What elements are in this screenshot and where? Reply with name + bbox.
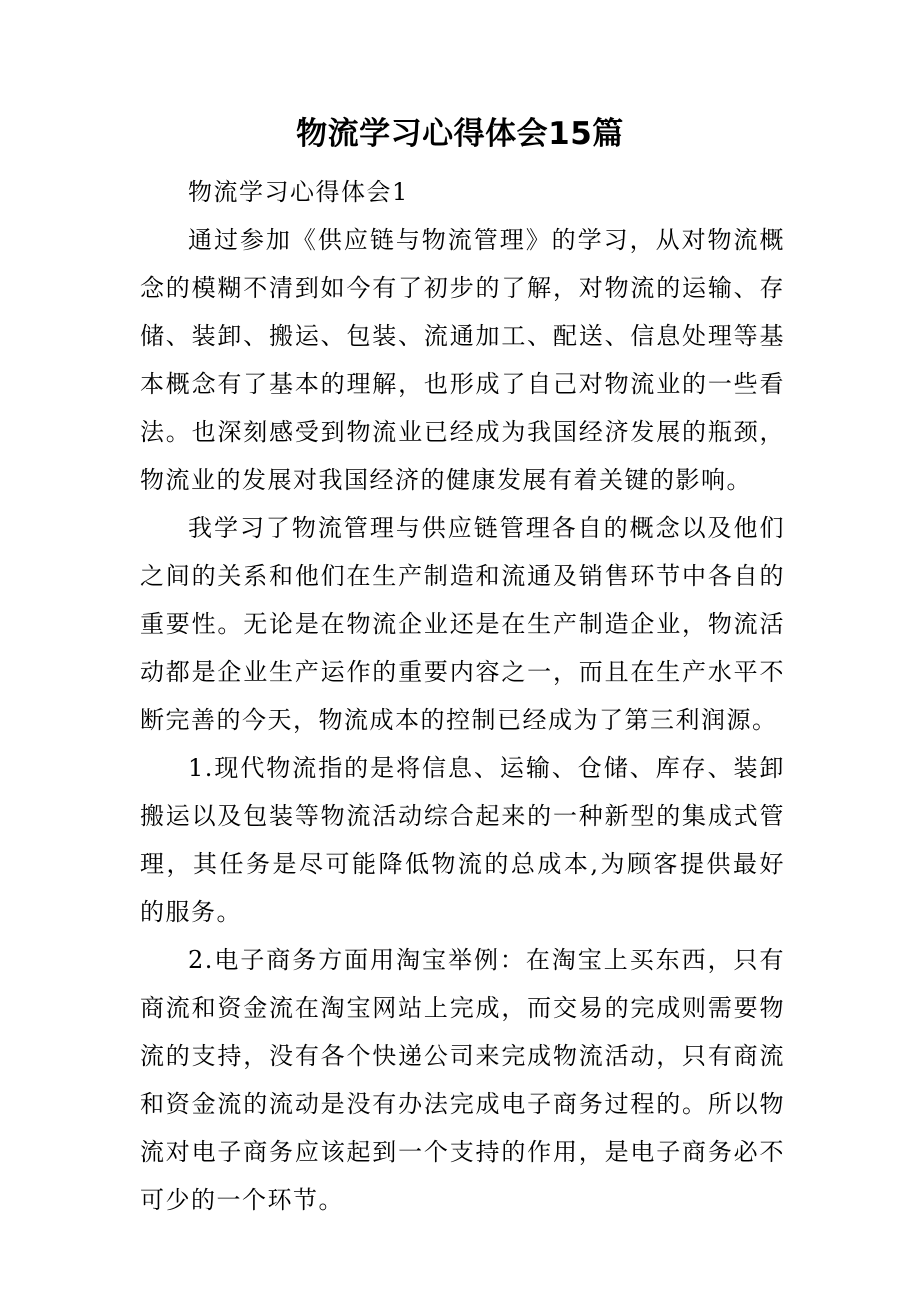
paragraph: 我学习了物流管理与供应链管理各自的概念以及他们之间的关系和他们在生产制造和流通及销售环节中各自的重要性。无论是在物流企业还是在生产制造企业，物流活动都是企业生产运作的重要内容之一，而且在生产水平不断完善的今天，物流成本的控制已经成为了第三利润源。	[140, 514, 785, 734]
document-body	[140, 168, 785, 1224]
paragraph: 通过参加《供应链与物流管理》的学习，从对物流概念的模糊不清到如今有了初步的了解，对物流的运输、存储、装卸、搬运、包装、流通加工、配送、信息处理等基本概念有了基本的理解，也形成了自己对物流业的一些看法。也深刻感受到物流业已经成为我国经济发展的瓶颈，物流业的发展对我国经济的健康发展有着关键的影响。	[140, 226, 785, 494]
document-title: 物流学习心得体会15篇	[296, 116, 624, 152]
paragraph: 1.现代物流指的是将信息、运输、仓储、库存、装卸搬运以及包装等物流活动综合起来的一种新型的集成式管理，其任务是尽可能降低物流的总成本,为顾客提供最好的服务。	[140, 754, 785, 926]
paragraph: 2.电子商务方面用淘宝举例：在淘宝上买东西，只有商流和资金流在淘宝网站上完成，而交易的完成则需要物流的支持，没有各个快递公司来完成物流活动，只有商流和资金流的流动是没有办法完成电子商务过程的。所以物流对电子商务应该起到一个支持的作用，是电子商务必不可少的一个环节。	[140, 946, 785, 1214]
section-heading: 物流学习心得体会1	[188, 178, 409, 206]
